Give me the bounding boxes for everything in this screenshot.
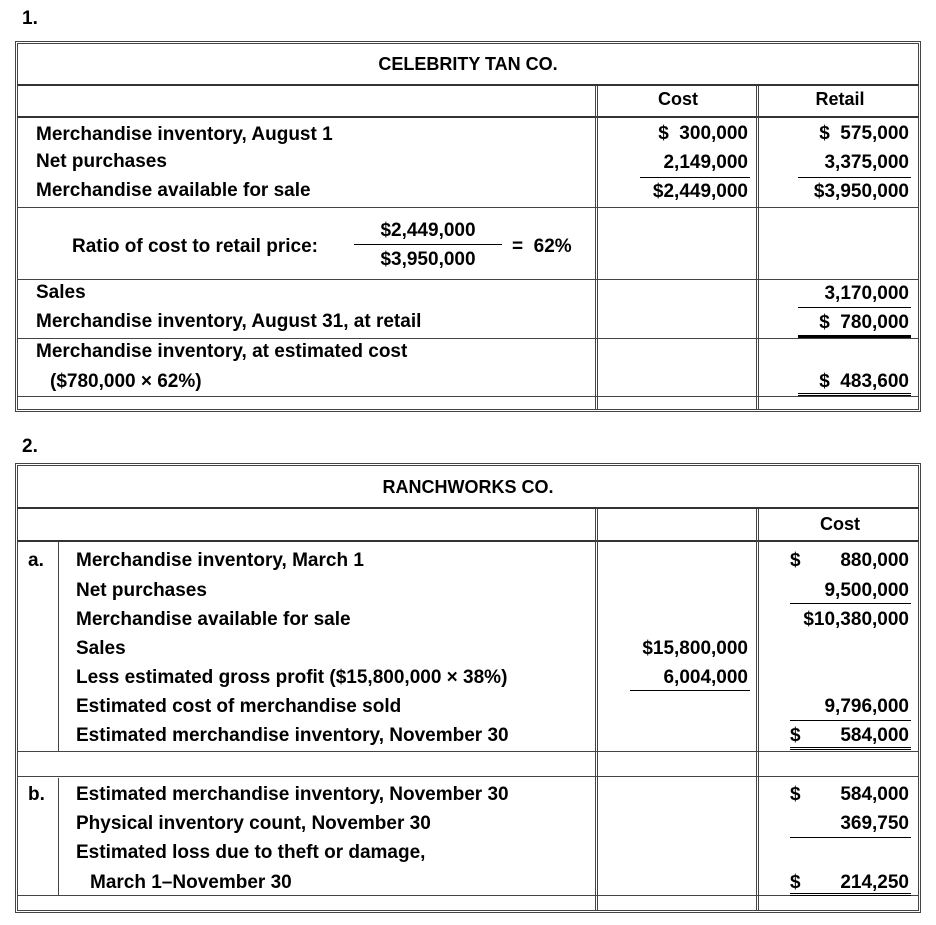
fraction-bar	[354, 244, 502, 245]
row-retail: $ 575,000	[819, 123, 909, 144]
column-header-cost: Cost	[658, 89, 698, 109]
row-label: Merchandise available for sale	[36, 180, 311, 201]
double-rule	[798, 393, 911, 396]
divider	[17, 507, 919, 509]
total-rule	[790, 837, 911, 838]
ratio-label: Ratio of cost to retail price:	[72, 236, 318, 257]
inventory-cost-value: $ 483,600	[819, 371, 909, 392]
letter-column-divider	[58, 542, 59, 751]
column-divider	[595, 86, 598, 410]
row-value: 880,000	[840, 550, 909, 571]
total-rule	[630, 690, 750, 691]
divider	[17, 116, 919, 118]
total-rule	[798, 307, 911, 308]
column-header-retail: Retail	[815, 89, 865, 109]
letter-column-divider	[58, 778, 59, 895]
double-rule	[790, 747, 911, 750]
total-rule	[790, 720, 911, 721]
divider	[17, 540, 919, 542]
divider	[17, 396, 919, 397]
company-title: CELEBRITY TAN CO.	[378, 54, 558, 74]
divider	[17, 84, 919, 86]
row-value: $10,380,000	[803, 609, 909, 630]
row-value: 584,000	[840, 725, 909, 746]
dollar-sign: $	[790, 784, 801, 805]
row-label: March 1–November 30	[90, 872, 292, 893]
row-label: Estimated merchandise inventory, November 30	[76, 725, 509, 746]
divider	[17, 776, 919, 777]
column-header-cost: Cost	[820, 514, 860, 534]
dollar-sign: $	[790, 725, 801, 746]
sales-retail: 3,170,000	[824, 283, 909, 304]
row-cost: 2,149,000	[663, 152, 748, 173]
divider	[17, 751, 919, 752]
row-label: Estimated merchandise inventory, November 30	[76, 784, 509, 805]
divider	[17, 279, 919, 280]
part-a-letter: a.	[28, 550, 44, 571]
inventory-retail-value: $ 780,000	[819, 312, 909, 333]
company-title: RANCHWORKS CO.	[382, 477, 554, 497]
divider	[17, 895, 919, 896]
row-label: Merchandise available for sale	[76, 609, 351, 630]
part-2-number: 2.	[22, 436, 38, 457]
row-cost: $ 300,000	[658, 123, 748, 144]
ratio-result: = 62%	[512, 236, 572, 257]
ratio-denominator: $3,950,000	[380, 249, 476, 270]
ratio-numerator: $2,449,000	[380, 220, 476, 241]
row-value: 9,796,000	[824, 696, 909, 717]
row-mid-value: 6,004,000	[663, 667, 748, 688]
column-divider	[756, 509, 759, 911]
row-retail: $3,950,000	[813, 181, 909, 202]
divider	[17, 338, 919, 339]
double-rule	[798, 335, 911, 338]
row-label: Merchandise inventory, March 1	[76, 550, 364, 571]
inventory-cost-label: Merchandise inventory, at estimated cost	[36, 341, 408, 362]
row-retail: 3,375,000	[824, 152, 909, 173]
divider	[17, 207, 919, 208]
total-rule	[790, 603, 911, 604]
part-1-number: 1.	[22, 8, 38, 29]
row-label: Net purchases	[76, 580, 207, 601]
total-rule	[640, 177, 750, 178]
dollar-sign: $	[790, 550, 801, 571]
row-label: Estimated loss due to theft or damage,	[76, 842, 426, 863]
row-value: 9,500,000	[824, 580, 909, 601]
row-label: Net purchases	[36, 151, 167, 172]
part-b-letter: b.	[28, 784, 45, 805]
row-label: Sales	[76, 638, 126, 659]
column-divider	[756, 86, 759, 410]
row-value: 584,000	[840, 784, 909, 805]
row-value: 369,750	[840, 813, 909, 834]
row-label: Physical inventory count, November 30	[76, 813, 431, 834]
double-rule	[790, 893, 911, 896]
dollar-sign: $	[790, 872, 801, 893]
inventory-cost-calc: ($780,000 × 62%)	[50, 371, 202, 392]
row-label: Estimated cost of merchandise sold	[76, 696, 402, 717]
row-mid-value: $15,800,000	[642, 638, 748, 659]
total-rule	[798, 177, 911, 178]
row-label: Merchandise inventory, August 1	[36, 124, 333, 145]
row-cost: $2,449,000	[652, 181, 748, 202]
sales-label: Sales	[36, 282, 86, 303]
row-label: Less estimated gross profit ($15,800,000 × 38%)	[76, 667, 508, 688]
column-divider	[595, 509, 598, 911]
row-value: 214,250	[840, 872, 909, 893]
inventory-retail-label: Merchandise inventory, August 31, at retail	[36, 311, 422, 332]
